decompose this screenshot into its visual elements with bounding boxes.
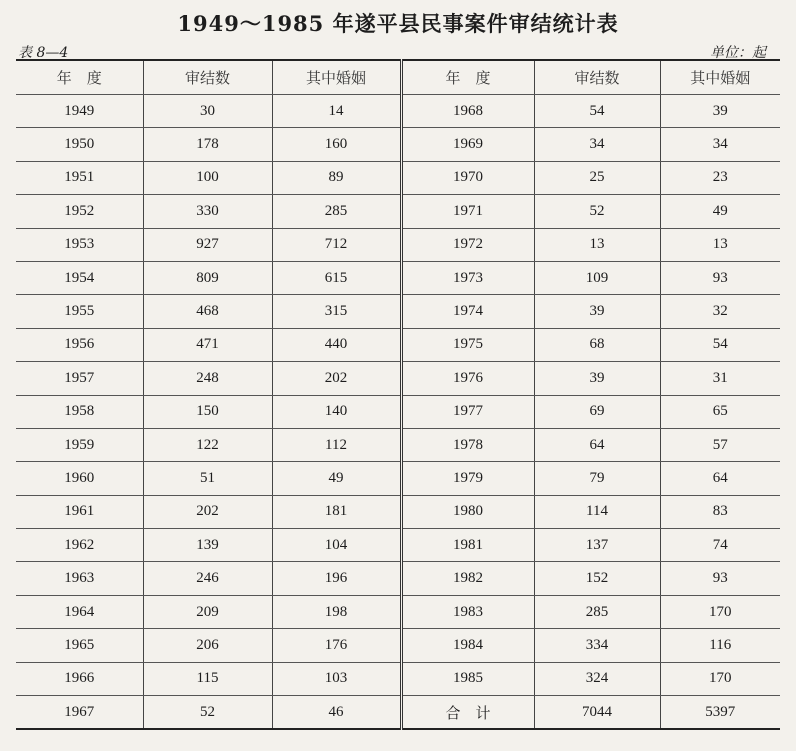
right-marriage-cell: 170 (660, 595, 780, 628)
right-year-cell: 1979 (401, 462, 534, 495)
left-total-cell: 139 (143, 529, 272, 562)
left-marriage-cell: 14 (272, 95, 401, 128)
left-year-cell: 1950 (16, 128, 143, 161)
left-year-cell: 1963 (16, 562, 143, 595)
left-total-cell: 209 (143, 595, 272, 628)
left-year-cell: 1966 (16, 662, 143, 695)
left-marriage-cell: 112 (272, 428, 401, 461)
right-year-cell: 1968 (401, 95, 534, 128)
right-marriage-cell: 57 (660, 428, 780, 461)
table-row (16, 696, 780, 730)
left-total-cell: 52 (143, 696, 272, 730)
right-year-cell: 1971 (401, 195, 534, 228)
left-marriage-cell: 103 (272, 662, 401, 695)
table-row (16, 395, 780, 428)
left-total-cell: 330 (143, 195, 272, 228)
left-total-cell: 248 (143, 362, 272, 395)
right-year-cell: 合 计 (401, 696, 534, 730)
left-total-cell: 30 (143, 95, 272, 128)
right-total-cell: 137 (534, 529, 660, 562)
table-row (16, 362, 780, 395)
table-row (16, 261, 780, 294)
left-marriage-cell: 196 (272, 562, 401, 595)
right-total-cell: 334 (534, 629, 660, 662)
right-marriage-cell: 116 (660, 629, 780, 662)
left-year-cell: 1953 (16, 228, 143, 261)
left-year-cell: 1960 (16, 462, 143, 495)
left-total-cell: 471 (143, 328, 272, 361)
table-row (16, 295, 780, 328)
right-year-cell: 1984 (401, 629, 534, 662)
left-marriage-cell: 46 (272, 696, 401, 730)
right-total-cell: 324 (534, 662, 660, 695)
right-marriage-cell: 74 (660, 529, 780, 562)
left-total-cell: 122 (143, 428, 272, 461)
right-year-cell: 1977 (401, 395, 534, 428)
left-total-cell: 115 (143, 662, 272, 695)
right-marriage-cell: 13 (660, 228, 780, 261)
left-year-cell: 1957 (16, 362, 143, 395)
left-total-cell: 927 (143, 228, 272, 261)
left-marriage-cell: 160 (272, 128, 401, 161)
right-year-cell: 1980 (401, 495, 534, 528)
left-marriage-cell: 104 (272, 529, 401, 562)
left-marriage-cell: 440 (272, 328, 401, 361)
header-row (16, 60, 780, 95)
right-total-cell: 109 (534, 261, 660, 294)
left-year-cell: 1955 (16, 295, 143, 328)
left-marriage-cell: 49 (272, 462, 401, 495)
right-total-cell: 68 (534, 328, 660, 361)
left-year-cell: 1956 (16, 328, 143, 361)
table-row (16, 529, 780, 562)
table-row (16, 495, 780, 528)
left-year-cell: 1949 (16, 95, 143, 128)
right-year-cell: 1969 (401, 128, 534, 161)
left-year-cell: 1954 (16, 261, 143, 294)
table-row (16, 95, 780, 128)
statistics-table (16, 59, 780, 730)
right-marriage-cell: 93 (660, 562, 780, 595)
right-marriage-cell: 54 (660, 328, 780, 361)
right-year-cell: 1985 (401, 662, 534, 695)
left-year-cell: 1952 (16, 195, 143, 228)
table-row (16, 562, 780, 595)
header-year-left: 年 度 (16, 60, 143, 95)
left-marriage-cell: 315 (272, 295, 401, 328)
right-total-cell: 285 (534, 595, 660, 628)
table-id: 表 8—4 (18, 45, 69, 61)
table-row (16, 328, 780, 361)
left-marriage-cell: 140 (272, 395, 401, 428)
right-marriage-cell: 93 (660, 261, 780, 294)
left-total-cell: 178 (143, 128, 272, 161)
right-marriage-cell: 64 (660, 462, 780, 495)
header-total-left: 审结数 (143, 60, 272, 95)
table-row (16, 228, 780, 261)
left-year-cell: 1967 (16, 696, 143, 730)
right-marriage-cell: 170 (660, 662, 780, 695)
right-total-cell: 39 (534, 295, 660, 328)
right-marriage-cell: 39 (660, 95, 780, 128)
right-total-cell: 25 (534, 161, 660, 194)
left-year-cell: 1965 (16, 629, 143, 662)
right-total-cell: 54 (534, 95, 660, 128)
table-row (16, 629, 780, 662)
table-row (16, 662, 780, 695)
right-marriage-cell: 34 (660, 128, 780, 161)
left-marriage-cell: 181 (272, 495, 401, 528)
table-row (16, 195, 780, 228)
header-total-right: 审结数 (534, 60, 660, 95)
left-marriage-cell: 615 (272, 261, 401, 294)
left-marriage-cell: 176 (272, 629, 401, 662)
right-year-cell: 1975 (401, 328, 534, 361)
right-year-cell: 1970 (401, 161, 534, 194)
right-total-cell: 13 (534, 228, 660, 261)
left-total-cell: 202 (143, 495, 272, 528)
table-row (16, 161, 780, 194)
right-year-cell: 1981 (401, 529, 534, 562)
right-total-cell: 114 (534, 495, 660, 528)
right-year-cell: 1978 (401, 428, 534, 461)
table-row (16, 428, 780, 461)
right-total-cell: 39 (534, 362, 660, 395)
left-year-cell: 1959 (16, 428, 143, 461)
right-total-cell: 152 (534, 562, 660, 595)
header-marriage-left: 其中婚姻 (272, 60, 401, 95)
left-total-cell: 206 (143, 629, 272, 662)
header-marriage-right: 其中婚姻 (660, 60, 780, 95)
right-year-cell: 1982 (401, 562, 534, 595)
right-year-cell: 1973 (401, 261, 534, 294)
left-total-cell: 468 (143, 295, 272, 328)
right-marriage-cell: 65 (660, 395, 780, 428)
right-marriage-cell: 31 (660, 362, 780, 395)
right-year-cell: 1976 (401, 362, 534, 395)
left-year-cell: 1951 (16, 161, 143, 194)
right-total-cell: 64 (534, 428, 660, 461)
left-marriage-cell: 89 (272, 161, 401, 194)
right-marriage-cell: 83 (660, 495, 780, 528)
right-marriage-cell: 5397 (660, 696, 780, 730)
left-total-cell: 150 (143, 395, 272, 428)
unit-label: 单位：起 (710, 45, 766, 61)
page-title: 1949～1985 年遂平县民事案件审结统计表 (177, 11, 619, 36)
table-row (16, 462, 780, 495)
right-year-cell: 1974 (401, 295, 534, 328)
right-total-cell: 34 (534, 128, 660, 161)
table-row (16, 128, 780, 161)
left-total-cell: 809 (143, 261, 272, 294)
left-marriage-cell: 202 (272, 362, 401, 395)
right-marriage-cell: 23 (660, 161, 780, 194)
right-total-cell: 79 (534, 462, 660, 495)
left-marriage-cell: 198 (272, 595, 401, 628)
left-year-cell: 1958 (16, 395, 143, 428)
right-marriage-cell: 49 (660, 195, 780, 228)
left-total-cell: 246 (143, 562, 272, 595)
left-year-cell: 1961 (16, 495, 143, 528)
table-row (16, 595, 780, 628)
right-year-cell: 1972 (401, 228, 534, 261)
right-total-cell: 7044 (534, 696, 660, 730)
left-marriage-cell: 712 (272, 228, 401, 261)
left-total-cell: 51 (143, 462, 272, 495)
left-marriage-cell: 285 (272, 195, 401, 228)
right-total-cell: 52 (534, 195, 660, 228)
left-total-cell: 100 (143, 161, 272, 194)
header-year-right: 年 度 (401, 60, 534, 95)
right-marriage-cell: 32 (660, 295, 780, 328)
left-year-cell: 1962 (16, 529, 143, 562)
right-total-cell: 69 (534, 395, 660, 428)
right-year-cell: 1983 (401, 595, 534, 628)
left-year-cell: 1964 (16, 595, 143, 628)
